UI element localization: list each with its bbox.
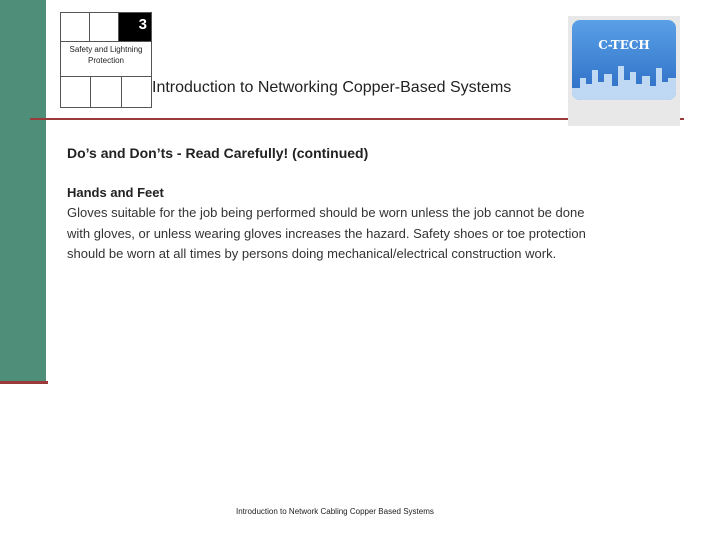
left-accent-rule	[0, 381, 48, 384]
footer-text: Introduction to Network Cabling Copper Based Systems	[236, 507, 434, 516]
grid-cell	[61, 77, 91, 107]
section-label: Safety and Lightning Protection	[60, 42, 152, 76]
grid-cell	[61, 13, 90, 41]
left-accent-bar	[0, 0, 46, 381]
section-heading: Hands and Feet	[67, 185, 164, 200]
grid-cell	[90, 13, 119, 41]
page-title: Introduction to Networking Copper-Based Systems	[152, 79, 512, 96]
slide-subtitle: Do’s and Don’ts - Read Carefully! (continued)	[67, 145, 369, 161]
city-skyline-icon	[572, 60, 676, 100]
logo-badge	[572, 20, 676, 100]
logo	[568, 16, 680, 126]
header-grid-top	[60, 12, 152, 42]
header-grid-bottom	[60, 76, 152, 108]
logo-text: C-TECH	[598, 38, 650, 52]
body-paragraph: Gloves suitable for the job being performed should be worn unless the job cannot be done with gloves, or unless wearing gloves increases the hazard. Safety shoes or toe protection should be worn at all times by persons doing mechanical/electrical construction work.	[67, 205, 586, 261]
grid-cell	[91, 77, 121, 107]
slide-number: 3	[119, 13, 151, 41]
grid-cell	[122, 77, 151, 107]
